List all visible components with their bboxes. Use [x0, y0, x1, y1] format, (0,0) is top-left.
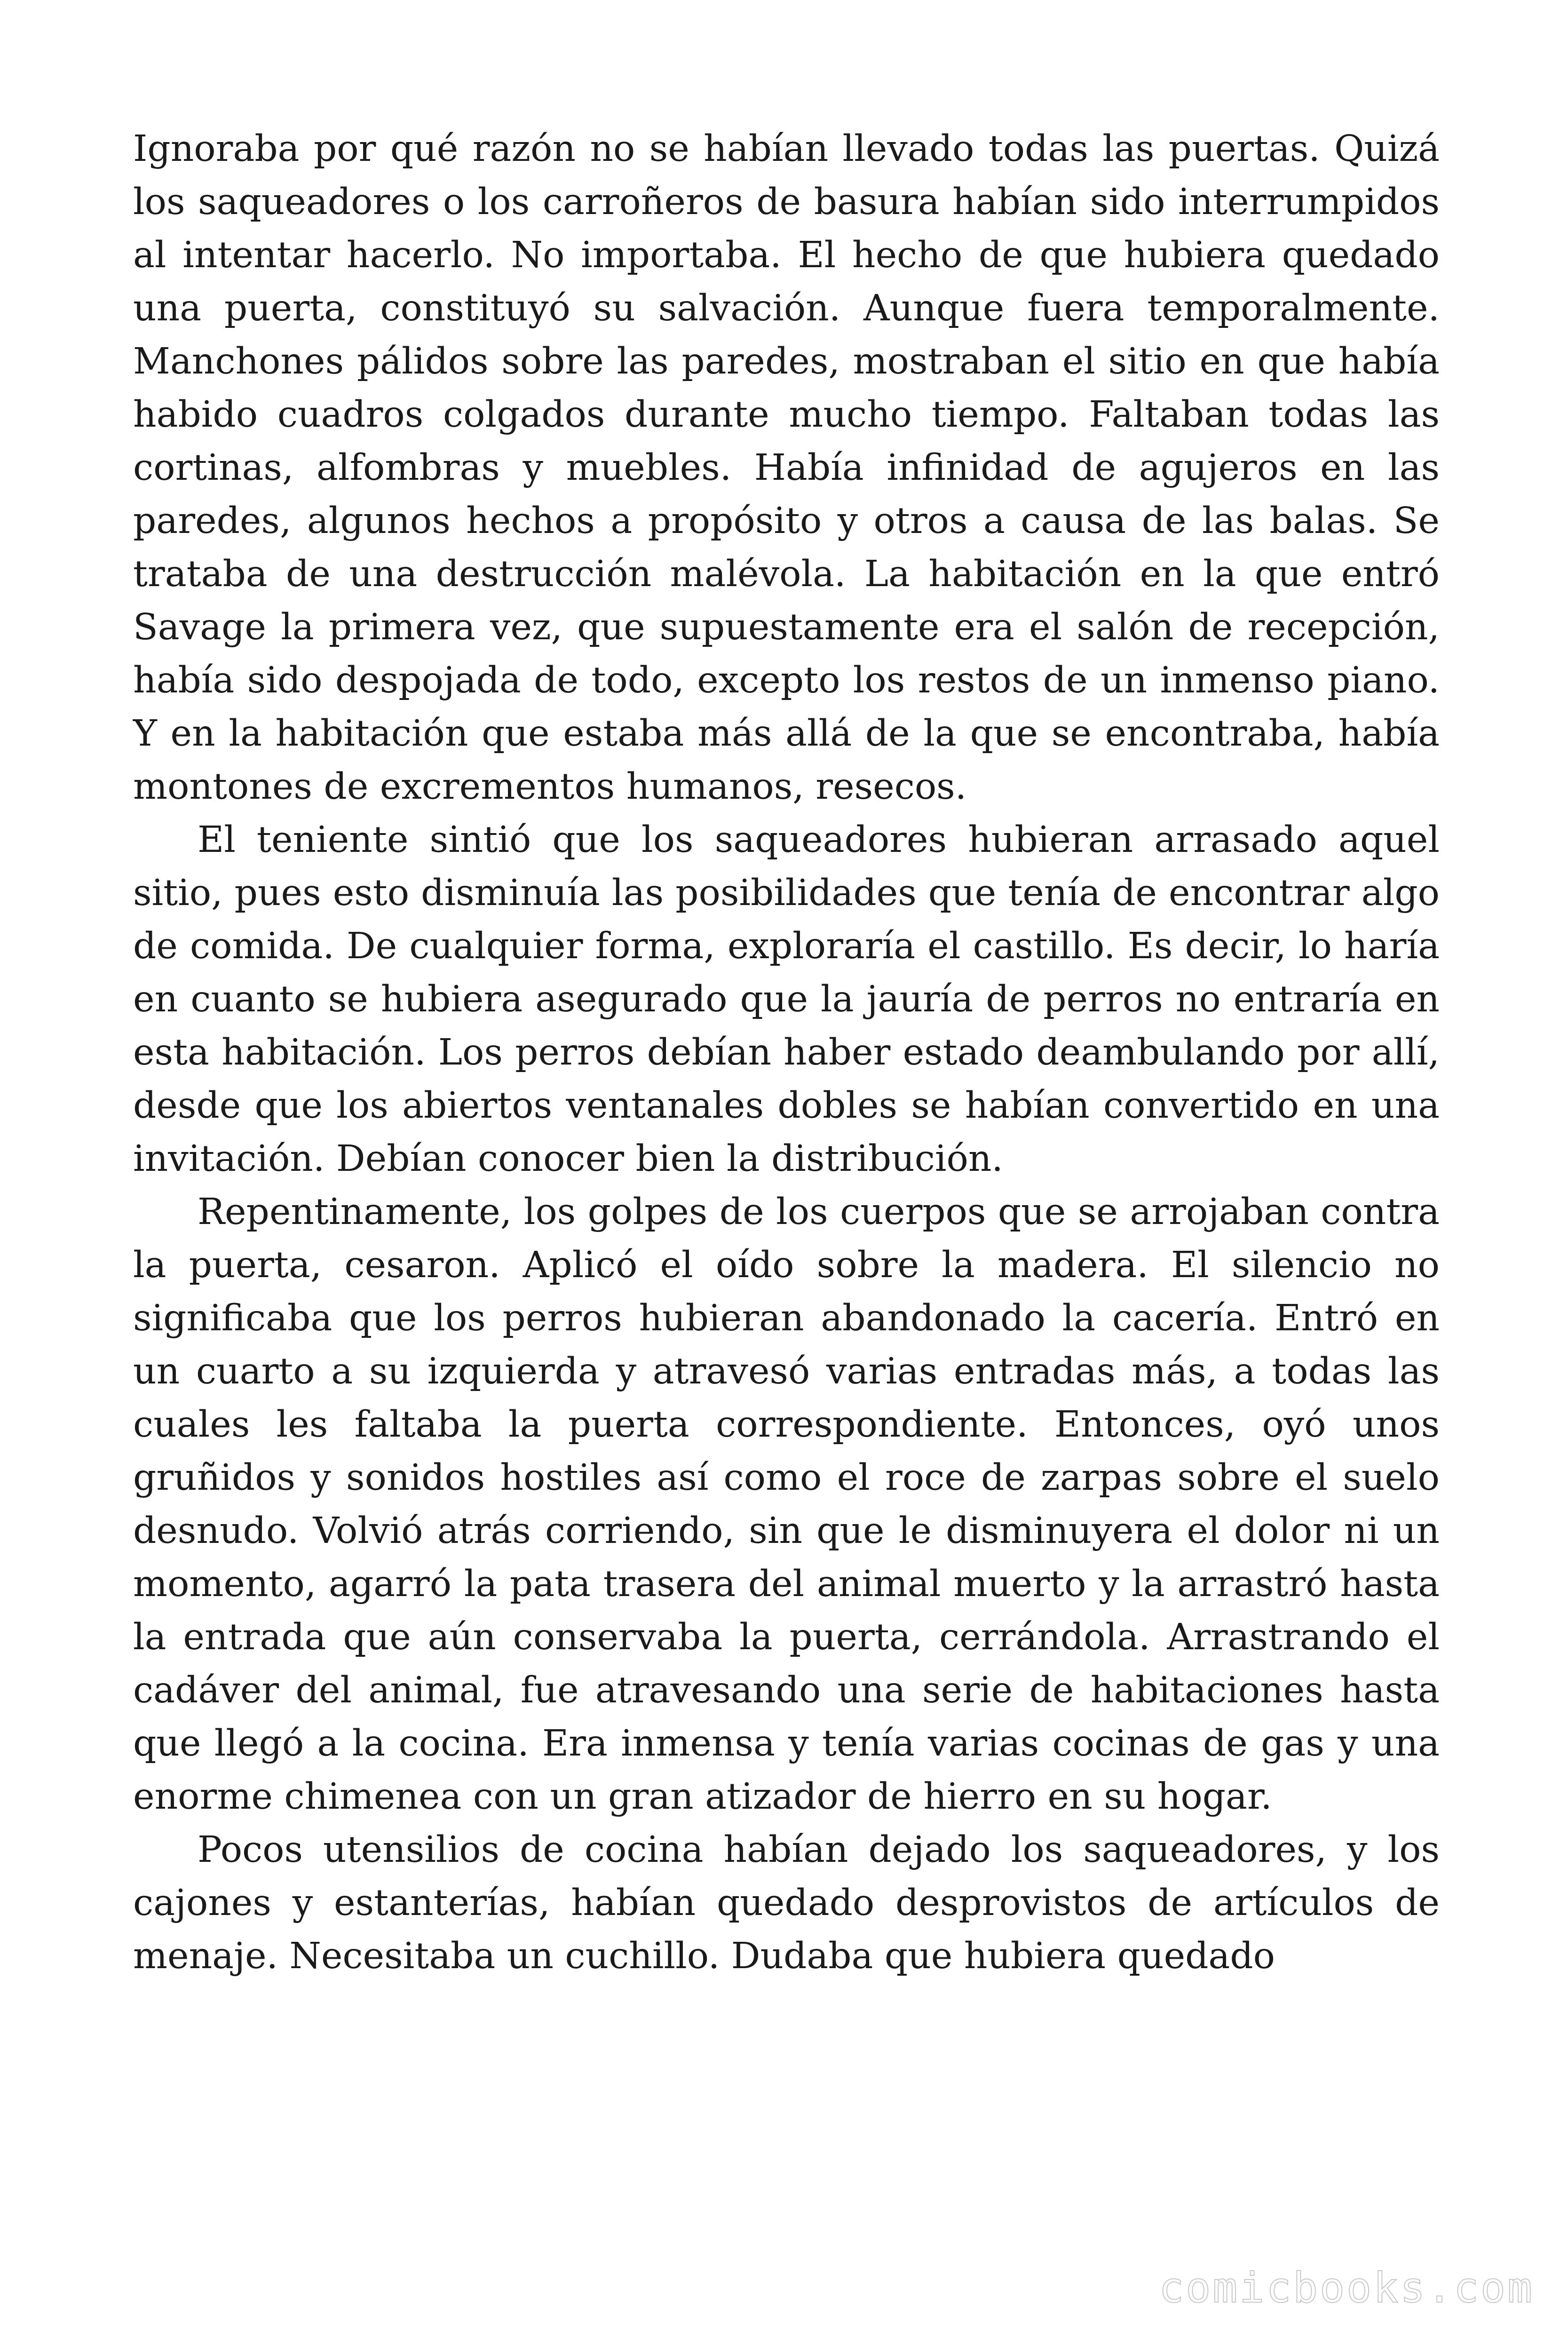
paragraph: Pocos utensilios de cocina habían dejado los saqueadores, y los cajones y estanterías, habían quedado desprovistos de artículos de menaje. Necesitaba un cuchillo. Dudaba que hubiera quedado: [133, 1829, 1440, 1977]
paragraph: Ignoraba por qué razón no se habían llevado todas las puertas. Quizá los saqueadores o los carroñeros de basura habían sido interrumpidos al intentar hacerlo. No importaba. El hecho de que hubiera quedado una puerta, constituyó su salvación. Aunque fuera temporalmente. Manchones pálidos sobre las paredes, mostraban el sitio en que había habido cuadros colgados durante mucho tiempo. Faltaban todas las cortinas, alfombras y muebles. Había infinidad de agujeros en las paredes, algunos hechos a propósito y otros a causa de las balas. Se trataba de una destrucción malévola. La habitación en la que entró Savage la primera vez, que supuestamente era el salón de recepción, había sido despojada de todo, excepto los restos de un inmenso piano. Y en la habitación que estaba más allá de la que se encontraba, había montones de excrementos humanos, resecos.: [133, 128, 1440, 808]
watermark: comicbooks.com: [1159, 2264, 1534, 2312]
paragraph: Repentinamente, los golpes de los cuerpos que se arrojaban contra la puerta, cesaron. Aplicó el oído sobre la madera. El silencio no significaba que los perros hubieran abandonado la cacería. Entró en un cuarto a su izquierda y atravesó varias entradas más, a todas las cuales les faltaba la puerta correspondiente. Entonces, oyó unos gruñidos y sonidos hostiles así como el roce de zarpas sobre el suelo desnudo. Volvió atrás corriendo, sin que le disminuyera el dolor ni un momento, agarró la pata trasera del animal muerto y la arrastró hasta la entrada que aún conservaba la puerta, cerrándola. Arrastrando el cadáver del animal, fue atravesando una serie de habitaciones hasta que llegó a la cocina. Era inmensa y tenía varias cocinas de gas y una enorme chimenea con un gran atizador de hierro en su hogar.: [133, 1191, 1440, 1818]
body-text: [133, 122, 1440, 1983]
paragraph: El teniente sintió que los saqueadores hubieran arrasado aquel sitio, pues esto disminuía las posibilidades que tenía de encontrar algo de comida. De cualquier forma, exploraría el castillo. Es decir, lo haría en cuanto se hubiera asegurado que la jauría de perros no entraría en esta habitación. Los perros debían haber estado deambulando por allí, desde que los abiertos ventanales dobles se habían convertido en una invitación. Debían conocer bien la distribución.: [133, 819, 1440, 1180]
